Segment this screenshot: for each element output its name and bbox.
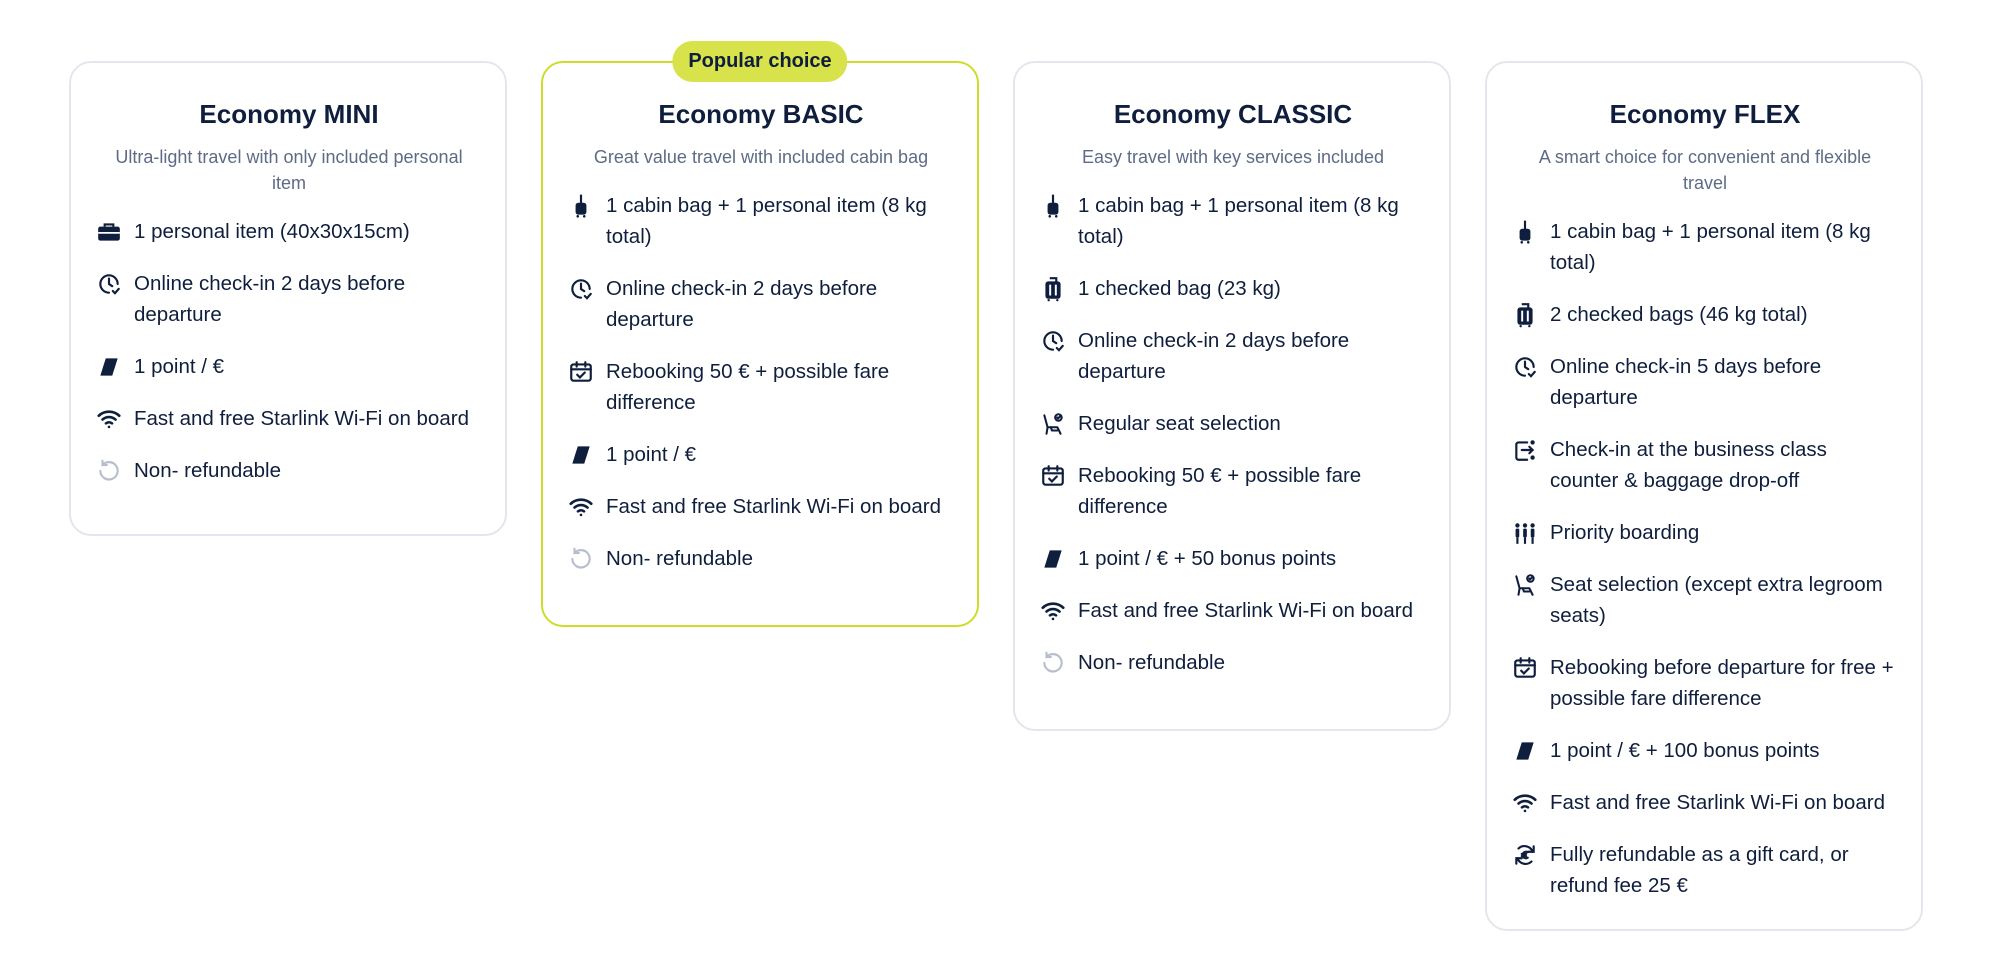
calendar-check-icon bbox=[1039, 460, 1067, 491]
fare-card-mini[interactable] bbox=[69, 61, 507, 536]
priority-boarding-icon bbox=[1511, 517, 1539, 548]
feature-item bbox=[95, 403, 483, 434]
feature-text: 1 point / € bbox=[606, 443, 697, 466]
cabin-bag-icon bbox=[567, 190, 595, 221]
feature-text: Non- refundable bbox=[606, 547, 754, 570]
fare-card-classic[interactable] bbox=[1013, 61, 1451, 731]
fare-card-flex[interactable] bbox=[1485, 61, 1923, 931]
feature-item bbox=[567, 190, 955, 252]
feature-text: Online check-in 5 days before departure bbox=[1550, 355, 1822, 409]
feature-item bbox=[95, 455, 483, 486]
seat-icon bbox=[1511, 569, 1539, 600]
briefcase-icon bbox=[95, 216, 123, 247]
euro-refund-icon bbox=[1511, 839, 1539, 870]
feature-text: 1 point / € bbox=[134, 355, 225, 378]
feature-item bbox=[1511, 839, 1899, 901]
feature-text: Fast and free Starlink Wi-Fi on board bbox=[134, 407, 469, 430]
checked-bags-icon bbox=[1511, 299, 1539, 330]
feature-item bbox=[1039, 543, 1427, 574]
refund-icon bbox=[1039, 647, 1067, 678]
points-icon bbox=[95, 351, 123, 382]
clock-check-icon bbox=[567, 273, 595, 304]
feature-text: 1 point / € + 100 bonus points bbox=[1550, 739, 1820, 762]
feature-text: Regular seat selection bbox=[1078, 412, 1281, 435]
feature-list bbox=[567, 190, 955, 574]
points-icon bbox=[567, 439, 595, 470]
points-icon bbox=[1511, 735, 1539, 766]
feature-list bbox=[1039, 190, 1427, 678]
wifi-icon bbox=[567, 491, 595, 522]
feature-item bbox=[1039, 647, 1427, 678]
feature-item bbox=[1039, 595, 1427, 626]
wifi-icon bbox=[1511, 787, 1539, 818]
feature-text: Rebooking 50 € + possible fare difference bbox=[606, 360, 890, 414]
feature-item bbox=[95, 351, 483, 382]
clock-check-icon bbox=[1039, 325, 1067, 356]
feature-item bbox=[95, 216, 483, 247]
refund-icon bbox=[567, 543, 595, 574]
points-icon bbox=[1039, 543, 1067, 574]
fare-subtitle: Easy travel with key services included bbox=[1081, 147, 1385, 167]
cabin-bag-icon bbox=[1039, 190, 1067, 221]
feature-text: Fully refundable as a gift card, or refund fee 25 € bbox=[1550, 843, 1849, 897]
cabin-bag-icon bbox=[1511, 216, 1539, 247]
feature-text: 1 point / € + 50 bonus points bbox=[1078, 547, 1337, 570]
feature-text: 1 personal item (40x30x15cm) bbox=[134, 220, 410, 243]
fare-subtitle: Great value travel with included cabin bag bbox=[593, 147, 929, 167]
feature-item bbox=[567, 356, 955, 418]
feature-item bbox=[1039, 325, 1427, 387]
feature-text: Rebooking 50 € + possible fare difference bbox=[1078, 464, 1362, 518]
feature-text: Non- refundable bbox=[134, 459, 282, 482]
fare-title: Economy BASIC bbox=[658, 99, 864, 129]
feature-item bbox=[1039, 190, 1427, 252]
feature-text: Online check-in 2 days before departure bbox=[134, 272, 406, 326]
clock-check-icon bbox=[1511, 351, 1539, 382]
wifi-icon bbox=[1039, 595, 1067, 626]
popular-badge: Popular choice bbox=[672, 41, 847, 82]
feature-item bbox=[1511, 569, 1899, 631]
feature-item bbox=[567, 273, 955, 335]
feature-item bbox=[1511, 299, 1899, 330]
feature-item bbox=[1511, 517, 1899, 548]
feature-text: 1 checked bag (23 kg) bbox=[1078, 277, 1281, 300]
feature-text: Fast and free Starlink Wi-Fi on board bbox=[606, 495, 941, 518]
business-checkin-icon bbox=[1511, 434, 1539, 465]
feature-item bbox=[1511, 351, 1899, 413]
feature-item bbox=[1039, 460, 1427, 522]
feature-item bbox=[1511, 735, 1899, 766]
fare-subtitle: Ultra-light travel with only included personal item bbox=[115, 147, 463, 193]
feature-text: 1 cabin bag + 1 personal item (8 kg total) bbox=[606, 194, 927, 248]
calendar-check-icon bbox=[567, 356, 595, 387]
fare-title: Economy FLEX bbox=[1609, 99, 1801, 129]
feature-item bbox=[567, 491, 955, 522]
feature-text: 2 checked bags (46 kg total) bbox=[1550, 303, 1808, 326]
feature-item bbox=[1039, 273, 1427, 304]
feature-text: Seat selection (except extra legroom seats) bbox=[1550, 573, 1883, 627]
feature-item bbox=[1511, 216, 1899, 278]
feature-item bbox=[1511, 434, 1899, 496]
feature-list bbox=[1511, 216, 1899, 901]
seat-icon bbox=[1039, 408, 1067, 439]
feature-item bbox=[1039, 408, 1427, 439]
feature-item bbox=[567, 543, 955, 574]
checked-bag-icon bbox=[1039, 273, 1067, 304]
fare-card-basic[interactable] bbox=[541, 50, 979, 627]
refund-icon bbox=[95, 455, 123, 486]
feature-item bbox=[567, 439, 955, 470]
feature-text: Check-in at the business class counter & baggage drop-off bbox=[1550, 438, 1827, 492]
feature-text: Non- refundable bbox=[1078, 651, 1226, 674]
feature-text: 1 cabin bag + 1 personal item (8 kg total) bbox=[1550, 220, 1871, 274]
feature-text: Fast and free Starlink Wi-Fi on board bbox=[1078, 599, 1413, 622]
feature-text: Online check-in 2 days before departure bbox=[606, 277, 878, 331]
clock-check-icon bbox=[95, 268, 123, 299]
calendar-check-icon bbox=[1511, 652, 1539, 683]
feature-list bbox=[95, 216, 483, 486]
feature-text: Rebooking before departure for free + possible fare difference bbox=[1550, 656, 1894, 710]
feature-text: Fast and free Starlink Wi-Fi on board bbox=[1550, 791, 1885, 814]
feature-item bbox=[95, 268, 483, 330]
wifi-icon bbox=[95, 403, 123, 434]
fare-subtitle: A smart choice for convenient and flexible travel bbox=[1538, 147, 1872, 193]
feature-text: Priority boarding bbox=[1550, 521, 1700, 544]
fare-title: Economy MINI bbox=[199, 99, 379, 129]
feature-item bbox=[1511, 652, 1899, 714]
feature-text: Online check-in 2 days before departure bbox=[1078, 329, 1350, 383]
feature-item bbox=[1511, 787, 1899, 818]
feature-text: 1 cabin bag + 1 personal item (8 kg total) bbox=[1078, 194, 1399, 248]
fare-title: Economy CLASSIC bbox=[1113, 99, 1353, 129]
